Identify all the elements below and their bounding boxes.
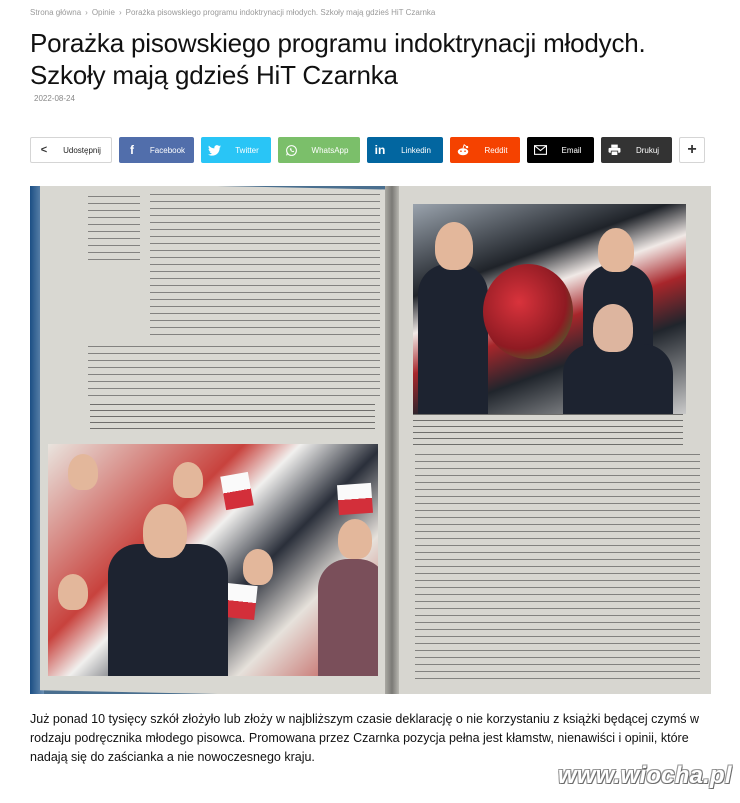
email-label: Email xyxy=(561,145,582,155)
left-page-text-bottom xyxy=(88,346,380,396)
flag-shape xyxy=(337,483,373,515)
person-suit xyxy=(108,544,228,676)
whatsapp-share-button[interactable] xyxy=(278,137,360,163)
flag-shape xyxy=(220,472,253,510)
article-photo xyxy=(30,186,711,694)
email-icon xyxy=(527,137,553,163)
site-watermark: www.wiocha.pl xyxy=(558,762,732,789)
whatsapp-label: WhatsApp xyxy=(311,145,349,155)
reddit-share-button[interactable] xyxy=(450,137,520,163)
facebook-icon: f xyxy=(130,143,134,157)
person-face xyxy=(58,574,88,610)
right-page-text xyxy=(415,454,700,684)
person-shirt xyxy=(318,559,378,676)
right-page-caption xyxy=(413,414,683,448)
stage-photo xyxy=(413,204,686,414)
breadcrumb-separator: › xyxy=(85,8,88,17)
reddit-icon xyxy=(450,137,476,163)
person-suit xyxy=(563,344,673,414)
person-face xyxy=(143,504,187,558)
left-page-caption xyxy=(90,404,375,434)
person-suit xyxy=(418,264,488,414)
linkedin-share-button[interactable] xyxy=(367,137,443,163)
person-face xyxy=(598,228,634,272)
book-gutter xyxy=(385,186,399,694)
twitter-label: Twitter xyxy=(235,145,259,155)
crowd-photo xyxy=(48,444,378,676)
share-label: Udostępnij xyxy=(63,145,101,155)
flower-bouquet xyxy=(483,264,573,359)
reddit-label: Reddit xyxy=(484,145,508,155)
facebook-share-button[interactable] xyxy=(119,137,194,163)
person-face xyxy=(173,462,203,498)
article-date: 2022-08-24 xyxy=(34,94,75,103)
left-page-sidebar-text xyxy=(88,196,140,266)
share-button[interactable] xyxy=(30,137,112,163)
share-bar xyxy=(30,137,705,163)
linkedin-icon: in xyxy=(374,143,386,157)
twitter-icon xyxy=(201,137,227,163)
print-label: Drukuj xyxy=(635,145,660,155)
facebook-label: Facebook xyxy=(149,145,186,155)
print-button[interactable] xyxy=(601,137,672,163)
twitter-share-button[interactable] xyxy=(201,137,271,163)
more-share-button[interactable]: + xyxy=(679,137,705,163)
whatsapp-icon xyxy=(278,137,304,163)
article-intro: Już ponad 10 tysięcy szkół złożyło lub złoży w najbliższym czasie deklarację o nie korzystaniu z książki będącej czymś w rodzaju podręcznika młodego pisowca. Promowana przez Czarnka pozycja pełna jest kłamstw, nienawiści i opinii, które nadają się do zaścianka a nie nowoczesnego kraju. xyxy=(30,712,700,764)
breadcrumb-current: Porażka pisowskiego programu indoktrynacji młodych. Szkoły mają gdzieś HiT Czarnka xyxy=(125,8,436,17)
share-icon: < xyxy=(40,144,48,156)
breadcrumb-home[interactable]: Strona główna xyxy=(30,8,82,17)
breadcrumb xyxy=(30,8,435,17)
left-page-text-top xyxy=(150,194,380,340)
person-face xyxy=(68,454,98,490)
page-title: Porażka pisowskiego programu indoktrynacji młodych. Szkoły mają gdzieś HiT Czarnka xyxy=(30,28,646,90)
breadcrumb-separator: › xyxy=(118,8,122,17)
person-face xyxy=(435,222,473,270)
person-face xyxy=(338,519,372,559)
print-icon xyxy=(601,137,627,163)
breadcrumb-category[interactable]: Opinie xyxy=(91,8,115,17)
linkedin-label: Linkedin xyxy=(401,145,431,155)
person-face xyxy=(593,304,633,352)
email-share-button[interactable] xyxy=(527,137,594,163)
person-face xyxy=(243,549,273,585)
